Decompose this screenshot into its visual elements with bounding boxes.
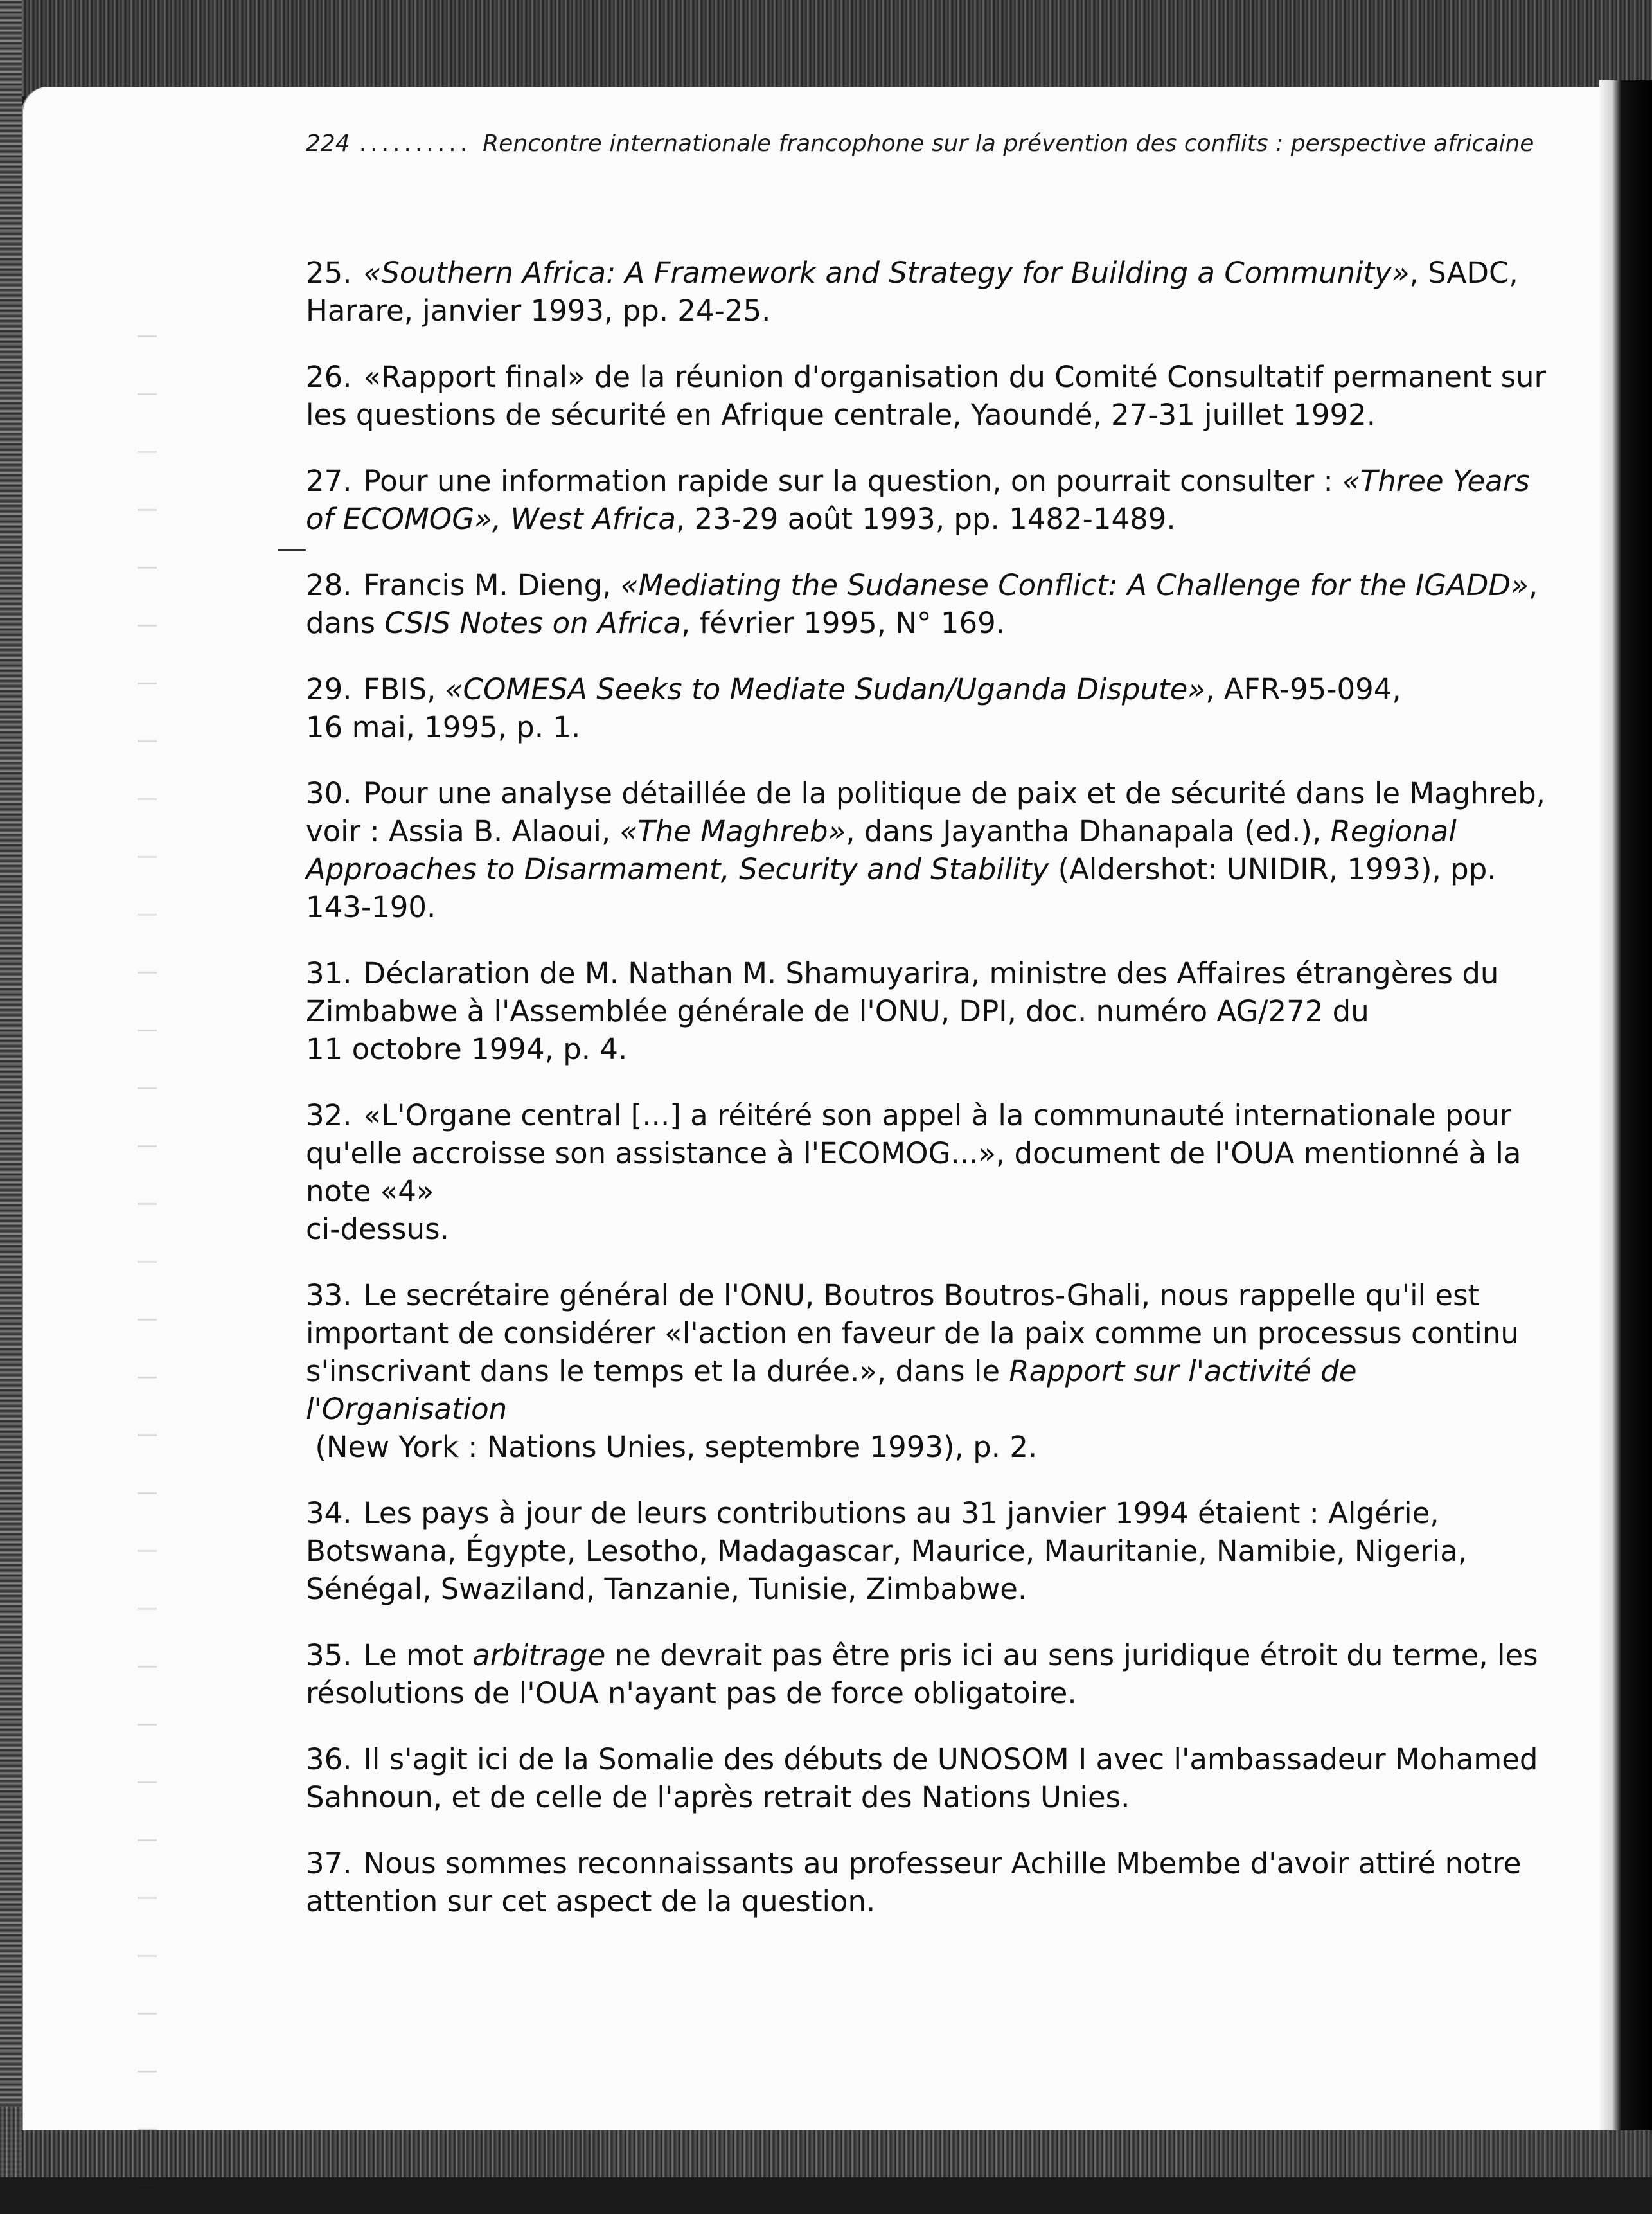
- note-text: Pour une analyse détaillée de la politique de paix et de sécurité dans le Maghreb, voir : Assia B. Alaoui,: [306, 776, 1545, 848]
- note-text: 11 octobre 1994, p. 4.: [306, 1032, 628, 1066]
- note-text: FBIS,: [363, 672, 445, 706]
- endnote-34: [306, 1494, 1565, 1608]
- note-italic: «Southern Africa: A Framework and Strategy for Building a Community»: [363, 256, 1410, 290]
- endnote-31: [306, 954, 1565, 1068]
- note-italic: «COMESA Seeks to Mediate Sudan/Uganda Dispute»: [445, 672, 1206, 706]
- note-text: Nous sommes reconnaissants au professeur Achille Mbembe d'avoir attiré notre attention sur cet aspect de la question.: [306, 1846, 1522, 1918]
- note-number: 35.: [306, 1638, 352, 1672]
- note-number: 25.: [306, 256, 352, 290]
- endnote-26: [306, 358, 1565, 434]
- margin-mark: [278, 549, 306, 551]
- endnotes-list: [306, 254, 1565, 1949]
- note-number: 31.: [306, 956, 352, 990]
- note-italic: «The Maghreb»: [619, 814, 846, 848]
- note-text: , février 1995, N° 169.: [680, 606, 1006, 640]
- note-italic: «Mediating the Sudanese Conflict: A Challenge for the IGADD»: [620, 568, 1529, 602]
- note-text: (Aldershot: UNIDIR, 1993), pp. 143-190.: [306, 852, 1497, 924]
- book-spine-shadow: [1599, 80, 1652, 2130]
- endnote-33: [306, 1276, 1565, 1466]
- note-text: , SADC, Harare, janvier 1993, pp. 24-25.: [306, 256, 1518, 328]
- note-text: , dans: [306, 568, 1538, 640]
- note-text: Le secrétaire général de l'ONU, Boutros Boutros-Ghali, nous rappelle qu'il est important de considérer «l'action en faveur de la paix comme un processus continu s'inscrivant dans le temps et la durée.», dans le: [306, 1278, 1519, 1388]
- note-text: (New York : Nations Unies, septembre 1993), p. 2.: [315, 1430, 1038, 1464]
- header-leader: ..........: [359, 130, 472, 157]
- endnote-25: [306, 254, 1565, 330]
- note-number: 34.: [306, 1496, 352, 1530]
- note-italic: Regional Approaches to Disarmament, Security and Stability: [306, 814, 1457, 886]
- note-text: «L'Organe central [...] a réitéré son appel à la communauté internationale pour qu'elle accroisse son assistance à l'ECOMOG...», document de l'OUA mentionné à la note «4»: [306, 1098, 1522, 1208]
- note-number: 28.: [306, 568, 352, 602]
- note-text: Il s'agit ici de la Somalie des débuts de UNOSOM I avec l'ambassadeur Mohamed Sahnoun, et de celle de l'après retrait des Nations Unies.: [306, 1742, 1538, 1814]
- note-number: 36.: [306, 1742, 352, 1776]
- note-text: Francis M. Dieng,: [363, 568, 621, 602]
- page-number: 224: [306, 130, 350, 157]
- endnote-28: [306, 566, 1565, 642]
- note-italic: CSIS Notes on Africa: [384, 606, 681, 640]
- note-text: 16 mai, 1995, p. 1.: [306, 710, 581, 744]
- endnote-30: [306, 774, 1565, 926]
- note-number: 26.: [306, 360, 352, 394]
- note-number: 37.: [306, 1846, 352, 1880]
- endnote-35: [306, 1636, 1565, 1712]
- note-text: , dans Jayantha Dhanapala (ed.),: [846, 814, 1331, 848]
- note-text: Le mot: [363, 1638, 473, 1672]
- note-number: 27.: [306, 464, 352, 498]
- note-number: 30.: [306, 776, 352, 810]
- note-text: , AFR-95-094,: [1205, 672, 1401, 706]
- endnote-27: [306, 462, 1565, 538]
- note-text: Déclaration de M. Nathan M. Shamuyarira, ministre des Affaires étrangères du Zimbabwe à l'Assemblée générale de l'ONU, DPI, doc. numéro AG/272 du: [306, 956, 1499, 1028]
- scan-border-left: [0, 0, 22, 2177]
- note-italic: arbitrage: [472, 1638, 606, 1672]
- note-text: ci-dessus.: [306, 1212, 449, 1246]
- running-header: [306, 130, 1591, 157]
- note-text: «Rapport final» de la réunion d'organisation du Comité Consultatif permanent sur les questions de sécurité en Afrique centrale, Yaoundé, 27-31 juillet 1992.: [306, 360, 1547, 432]
- endnote-37: [306, 1844, 1565, 1920]
- running-title: Rencontre internationale francophone sur la prévention des conflits : perspective africaine: [483, 130, 1534, 157]
- scan-border-top: [0, 0, 1652, 96]
- note-number: 32.: [306, 1098, 352, 1132]
- note-text: Les pays à jour de leurs contributions au 31 janvier 1994 étaient : Algérie, Botswana, Égypte, Lesotho, Madagascar, Maurice, Mauritanie, Namibie, Nigeria, Sénégal, Swaziland, Tanzanie, Tunisie, Zimbabwe.: [306, 1496, 1468, 1606]
- endnote-29: [306, 670, 1565, 746]
- binding-marks: [138, 318, 157, 2214]
- note-text: , 23-29 août 1993, pp. 1482-1489.: [675, 502, 1176, 536]
- note-italic: «Three Years of ECOMOG», West Africa: [306, 464, 1530, 536]
- note-text: ne devrait pas être pris ici au sens juridique étroit du terme, les résolutions de l'OUA n'ayant pas de force obligatoire.: [306, 1638, 1538, 1710]
- endnote-36: [306, 1740, 1565, 1816]
- note-italic: Rapport sur l'activité de l'Organisation: [306, 1354, 1357, 1426]
- note-number: 29.: [306, 672, 352, 706]
- note-text: Pour une information rapide sur la question, on pourrait consulter :: [363, 464, 1342, 498]
- endnote-32: [306, 1096, 1565, 1248]
- note-number: 33.: [306, 1278, 352, 1312]
